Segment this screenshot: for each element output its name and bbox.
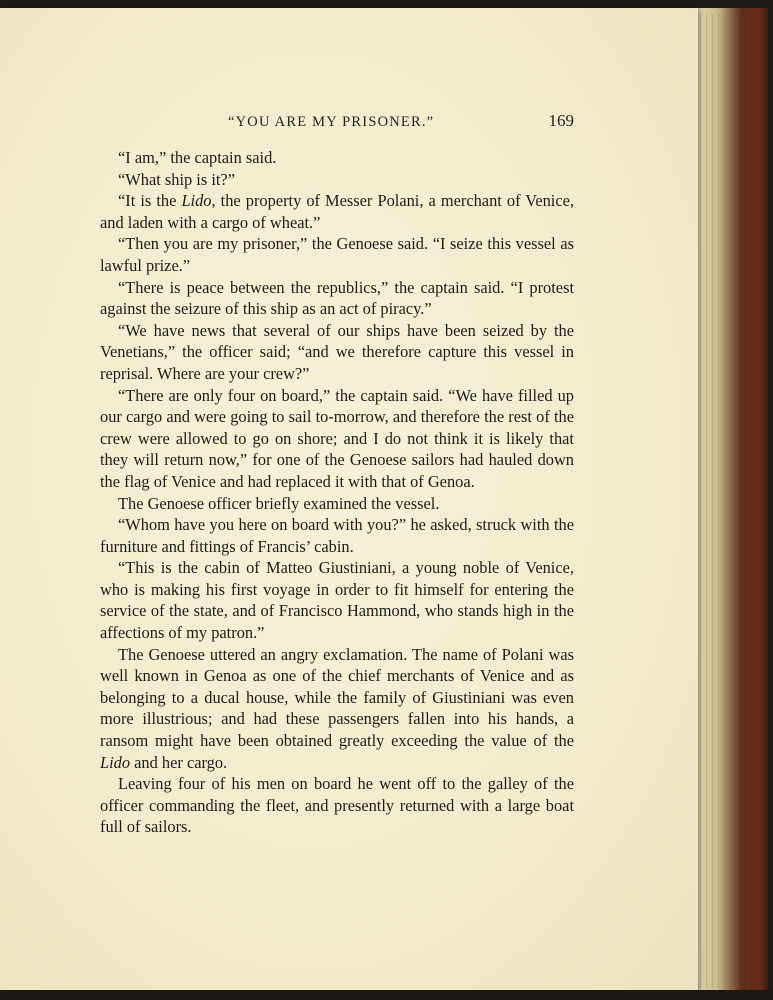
page-number: 169	[548, 111, 574, 130]
scan-background	[0, 990, 773, 1000]
paragraph: “There is peace between the republics,” the captain said. “I protest against the seizure of this ship as an act of piracy.”	[100, 277, 574, 319]
paragraph: “What ship is it?”	[118, 169, 235, 189]
paragraph: “Whom have you here on board with you?” he asked, struck with the furniture and fittings of Francis’ cabin.	[100, 515, 574, 556]
paragraph: “We have news that several of our ships have been seized by the Venetians,” the officer said; “and we therefore capture this vessel in reprisal. Where are your crew?”	[100, 320, 574, 383]
running-title: “YOU ARE MY PRISONER.”	[228, 114, 435, 130]
page-header	[100, 104, 576, 140]
paragraph: “I am,” the captain said.	[118, 148, 277, 167]
paragraph: The Genoese uttered an angry exclamation. The name of Polani was well known in Genoa as one of the chief merchants of Venice and as belonging to a ducal house, while the family of Giustiniani was even more illustrious; and had these passengers fallen into his hands, a ransom might have been obtained greatly exceeding the value of the Lido and her cargo.	[100, 644, 574, 772]
paragraph: “This is the cabin of Matteo Giustiniani, a young noble of Venice, who is making his first voyage in order to fit himself for entering the service of the state, and of Francisco Hammond, who stands high in the affections of my patron.”	[100, 558, 574, 643]
body-text	[100, 147, 574, 838]
paragraph: “It is the Lido, the property of Messer Polani, a merchant of Venice, and laden with a cargo of wheat.”	[100, 191, 574, 232]
paragraph: “There are only four on board,” the captain said. “We have filled up our cargo and were going to sail to-morrow, and therefore the rest of the crew were allowed to go on shore; and I do not think it is likely that they will return now,” for one of the Genoese sailors had hauled down the flag of Venice and had replaced it with that of Genoa.	[100, 385, 574, 491]
paragraph: “Then you are my prisoner,” the Genoese said. “I seize this vessel as lawful prize.”	[100, 234, 574, 275]
italic-ship-name: Lido	[181, 191, 212, 211]
page-stack-lines	[700, 14, 750, 988]
paragraph: Leaving four of his men on board he went off to the galley of the officer commanding the fleet, and presently returned with a large boat full of sailors.	[100, 774, 574, 837]
italic-ship-name: Lido	[100, 752, 131, 772]
paragraph: The Genoese officer briefly examined the vessel.	[118, 493, 440, 513]
